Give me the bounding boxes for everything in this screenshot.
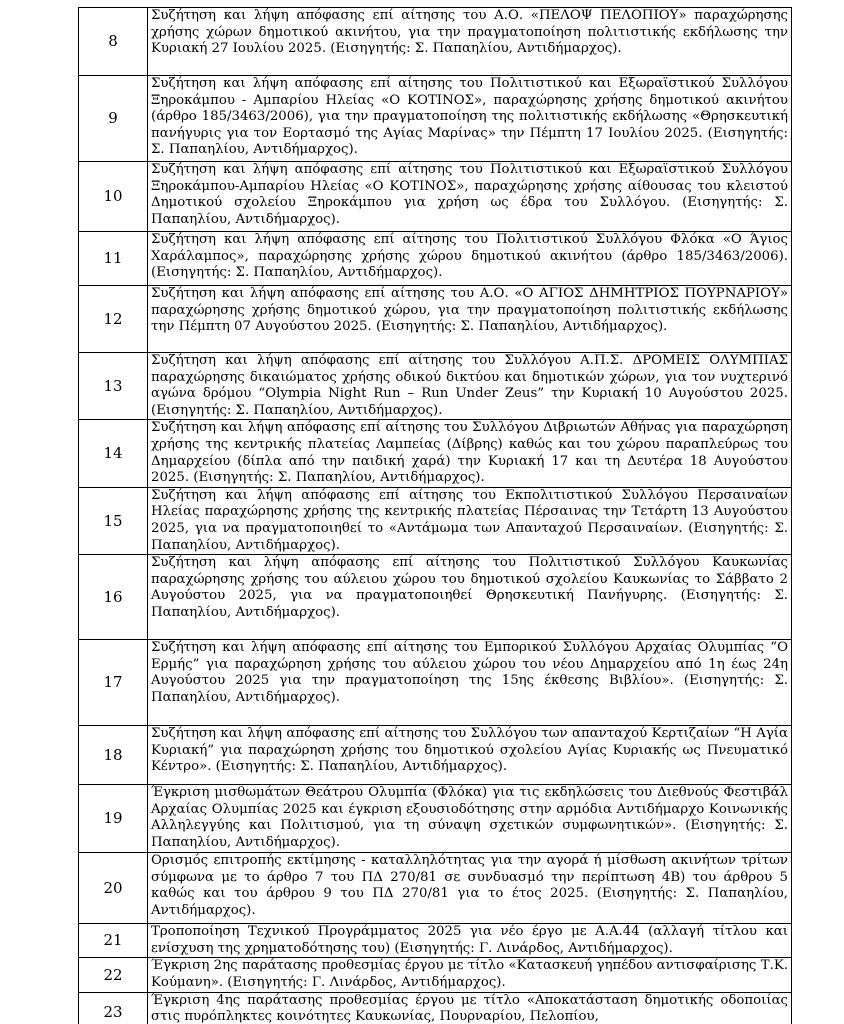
- table-row: [79, 785, 792, 853]
- item-number: 9: [79, 76, 148, 162]
- item-text: Έγκριση 4ης παράτασης προθεσμίας έργου με τίτλο «Αποκατάσταση δημοτικής οδοποιίας στις πυρόπληκτες κοινότητες Καυκωνίας, Πουρναρίου, Πελοπίου,: [148, 992, 792, 1024]
- item-number: 18: [79, 726, 148, 785]
- table-row: [79, 726, 792, 785]
- table-row: [79, 924, 792, 958]
- item-number: 23: [79, 992, 148, 1024]
- item-text: Συζήτηση και λήψη απόφασης επί αίτησης του Εμπορικού Συλλόγου Αρχαίας Ολυμπίας “Ο Ερμής” για παραχώρηση χρήσης του αύλειου χώρου του νέου Δημαρχείου από 1η έως 24η Αυγούστου 2025 για την πραγματοποίηση της 15ης έκθεσης Βιβλίου». (Εισηγητής: Σ. Παπαηλίου, Αντιδήμαρχος).: [148, 640, 792, 726]
- item-number: 12: [79, 286, 148, 353]
- table-row: [79, 640, 792, 726]
- item-text: Ορισμός επιτροπής εκτίμησης - καταλληλότητας για την αγορά ή μίσθωση ακινήτων τρίτων σύμφωνα με το άρθρο 7 του ΠΔ 270/81 σε συνδυασμό την περίπτωση 4Β) του άρθρου 5 καθώς και του άρθρου 9 του ΠΔ 270/81 για το έτος 2025. (Εισηγητής: Σ. Παπαηλίου, Αντιδήμαρχος).: [148, 853, 792, 924]
- item-text: Συζήτηση και λήψη απόφασης επί αίτησης του Α.Ο. «ΠΕΛΟΨ ΠΕΛΟΠΙΟΥ» παραχώρησης χρήσης χώρων δημοτικού ακινήτου, για την πραγματοποίηση πολιτιστικής εκδήλωσης την Κυριακή 27 Ιουλίου 2025. (Εισηγητής: Σ. Παπαηλίου, Αντιδήμαρχος).: [148, 8, 792, 76]
- table-row: [79, 992, 792, 1024]
- table-row: [79, 286, 792, 353]
- item-number: 13: [79, 353, 148, 420]
- item-number: 16: [79, 555, 148, 640]
- item-number: 22: [79, 958, 148, 992]
- table-row: [79, 555, 792, 640]
- item-number: 20: [79, 853, 148, 924]
- item-number: 8: [79, 8, 148, 76]
- table-row: [79, 162, 792, 232]
- table-row: [79, 420, 792, 487]
- table-row: [79, 853, 792, 924]
- item-text: Συζήτηση και λήψη απόφασης επί αίτησης του Συλλόγου των απανταχού Κερτιζαίων “Η Αγία Κυριακή” για παραχώρηση χρήσης του δημοτικού σχολείου Αγίας Κυριακής ως Πνευματικό Κέντρο». (Εισηγητής: Σ. Παπαηλίου, Αντιδήμαρχος).: [148, 726, 792, 785]
- table-row: [79, 232, 792, 286]
- table-row: [79, 76, 792, 162]
- item-number: 19: [79, 785, 148, 853]
- item-number: 10: [79, 162, 148, 232]
- item-number: 11: [79, 232, 148, 286]
- item-text: Συζήτηση και λήψη απόφασης επί αίτησης του Α.Ο. «Ο ΑΓΙΟΣ ΔΗΜΗΤΡΙΟΣ ΠΟΥΡΝΑΡΙΟΥ» παραχώρησης χρήσης δημοτικού χώρου, για την πραγματοποίηση πολιτιστικής εκδήλωσης την Πέμπτη 07 Αυγούστου 2025. (Εισηγητής: Σ. Παπαηλίου, Αντιδήμαρχος).: [148, 286, 792, 353]
- table-row: [79, 8, 792, 76]
- item-number: 14: [79, 420, 148, 487]
- item-text: Έγκριση 2ης παράτασης προθεσμίας έργου με τίτλο «Κατασκευή γηπέδου αντισφαίρισης Τ.Κ. Κούμανη». (Εισηγητής: Γ. Λινάρδος, Αντιδήμαρχος).: [148, 958, 792, 992]
- item-number: 17: [79, 640, 148, 726]
- agenda-table-body: [79, 8, 792, 1024]
- table-row: [79, 958, 792, 992]
- item-text: Συζήτηση και λήψη απόφασης επί αίτησης του Συλλόγου Διβριωτών Αθήνας για παραχώρηση χρήσης της κεντρικής πλατείας Λαμπείας (Δίβρης) καθώς και του χώρου παραπλεύρως του Δημαρχείου (δίπλα από την παιδική χαρά) την Κυριακή 17 και τη Δευτέρα 18 Αυγούστου 2025. (Εισηγητής: Σ. Παπαηλίου, Αντιδήμαρχος).: [148, 420, 792, 487]
- table-row: [79, 487, 792, 554]
- item-text: Τροποποίηση Τεχνικού Προγράμματος 2025 για νέο έργο με Α.Α.44 (αλλαγή τίτλου και ενίσχυση της χρηματοδότησης του) (Εισηγητής: Γ. Λινάρδος, Αντιδήμαρχος).: [148, 924, 792, 958]
- item-text: Συζήτηση και λήψη απόφασης επί αίτησης του Συλλόγου Α.Π.Σ. ΔΡΟΜΕΙΣ ΟΛΥΜΠΙΑΣ παραχώρησης δικαιώματος χρήσης οδικού δικτύου και δημοτικών χώρων, για τον νυχτερινό αγώνα δρόμου “Olympia Night Run – Run Under Zeus” την Κυριακή 10 Αυγούστου 2025. (Εισηγητής: Σ. Παπαηλίου, Αντιδήμαρχος).: [148, 353, 792, 420]
- item-text: Συζήτηση και λήψη απόφασης επί αίτησης του Εκπολιτιστικού Συλλόγου Περσαιναίων Ηλείας παραχώρησης χρήσης της κεντρικής πλατείας Πέρσαινας την Τετάρτη 13 Αυγούστου 2025, για να πραγματοποιηθεί το «Αντάμωμα των Απανταχού Περσαιναίων. (Εισηγητής: Σ. Παπαηλίου, Αντιδήμαρχος).: [148, 487, 792, 554]
- table-row: [79, 353, 792, 420]
- item-text: Συζήτηση και λήψη απόφασης επί αίτησης του Πολιτιστικού και Εξωραϊστικού Συλλόγου Ξηροκάμπου - Αμπαρίου Ηλείας «Ο ΚΟΤΙΝΟΣ», παραχώρησης χρήσης δημοτικού ακινήτου (άρθρο 185/3463/2006), για την πραγματοποίηση της πολιτιστικής εκδήλωσης «Θρησκευτική πανήγυρις για τον Εορτασμό της Αγίας Μαρίνας» την Πέμπτη 17 Ιουλίου 2025. (Εισηγητής: Σ. Παπαηλίου, Αντιδήμαρχος).: [148, 76, 792, 162]
- item-number: 21: [79, 924, 148, 958]
- item-number: 15: [79, 487, 148, 554]
- agenda-table: [78, 7, 792, 1024]
- item-text: Έγκριση μισθωμάτων Θεάτρου Ολυμπία (Φλόκα) για τις εκδηλώσεις του Διεθνούς Φεστιβάλ Αρχαίας Ολυμπίας 2025 και έγκριση εξουσιοδότησης στην αρμόδια Αντιδήμαρχο Κοινωνικής Αλληλεγγύης και Πολιτισμού, για τη σύναψη σχετικών συμφωνητικών». (Εισηγητής: Σ. Παπαηλίου, Αντιδήμαρχος).: [148, 785, 792, 853]
- item-text: Συζήτηση και λήψη απόφασης επί αίτησης του Πολιτιστικού και Εξωραϊστικού Συλλόγου Ξηροκάμπου-Αμπαρίου Ηλείας «Ο ΚΟΤΙΝΟΣ», παραχώρησης χρήσης αίθουσας του κλειστού Δημοτικού σχολείου Ξηροκάμπου για χρήση ως έδρα του Συλλόγου. (Εισηγητής: Σ. Παπαηλίου, Αντιδήμαρχος).: [148, 162, 792, 232]
- item-text: Συζήτηση και λήψη απόφασης επί αίτησης του Πολιτιστικού Συλλόγου Καυκωνίας παραχώρησης χρήσης του αύλειου χώρου του δημοτικού σχολείου Καυκωνίας το Σάββατο 2 Αυγούστου 2025, για να πραγματοποιηθεί Θρησκευτική Πανήγυρης. (Εισηγητής: Σ. Παπαηλίου, Αντιδήμαρχος).: [148, 555, 792, 640]
- item-text: Συζήτηση και λήψη απόφασης επί αίτησης του Πολιτιστικού Συλλόγου Φλόκα «Ο Άγιος Χαράλαμπος», παραχώρησης χρήσης χώρου δημοτικού ακινήτου (άρθρο 185/3463/2006). (Εισηγητής: Σ. Παπαηλίου, Αντιδήμαρχος).: [148, 232, 792, 286]
